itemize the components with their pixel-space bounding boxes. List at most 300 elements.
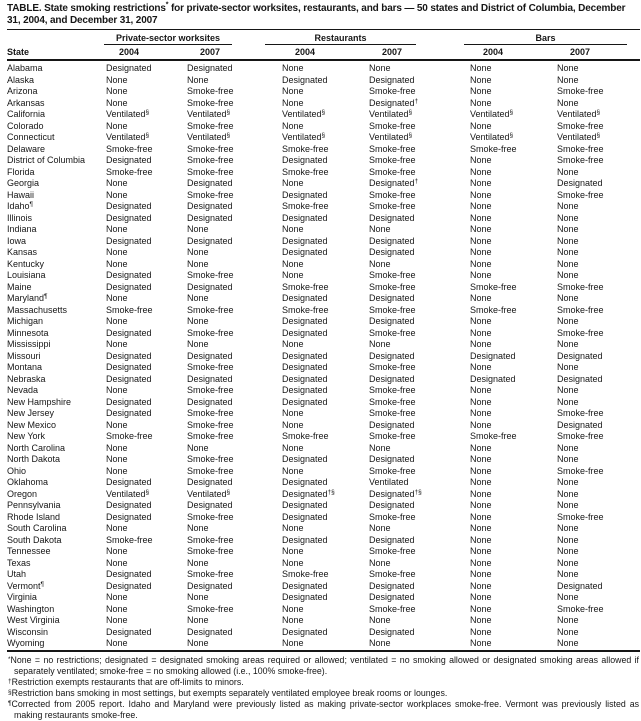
status-cell: None [470,247,557,259]
status-cell: Smoke-free [282,201,369,213]
state-cell: Louisiana [7,270,106,282]
status-cell: None [557,523,640,535]
page-title [7,3,640,26]
status-cell: None [470,98,557,110]
footnote-text: Corrected from 2005 report. Idaho and Maryland were previously listed as making private-sector workplaces smoke-free. Vermont was previously listed as making restaurants smoke-free. [12,699,640,720]
state-cell: Maryland¶ [7,293,106,305]
status-cell: Smoke-free [187,328,282,340]
status-cell: Designated† [369,178,470,190]
status-cell: None [470,397,557,409]
status-cell: Designated [369,581,470,593]
state-cell: Virginia [7,592,106,604]
state-cell: Rhode Island [7,512,106,524]
status-cell: Ventilated§ [187,109,282,121]
status-cell: Smoke-free [369,466,470,478]
status-cell: Smoke-free [187,167,282,179]
status-cell: None [106,523,187,535]
status-cell: None [282,178,369,190]
status-cell: None [470,569,557,581]
status-cell: None [282,408,369,420]
status-cell: None [557,638,640,651]
status-cell: None [282,86,369,98]
state-cell: Arkansas [7,98,106,110]
group-label-restaurants: Restaurants [265,33,416,45]
status-cell: Designated [282,592,369,604]
state-cell: Montana [7,362,106,374]
table-row [7,604,640,616]
status-cell: None [557,489,640,501]
status-cell: None [282,420,369,432]
status-cell: Smoke-free [187,454,282,466]
status-cell: Smoke-free [369,305,470,317]
state-cell: New Mexico [7,420,106,432]
state-cell: North Dakota [7,454,106,466]
status-cell: None [557,592,640,604]
status-cell: None [557,615,640,627]
status-cell: None [557,213,640,225]
restaurants-2007-header: 2007 [369,45,470,60]
table-row [7,247,640,259]
status-cell: None [470,316,557,328]
state-cell: Iowa [7,236,106,248]
status-cell: None [282,224,369,236]
group-header-restaurants [282,30,470,46]
state-cell: Maine [7,282,106,294]
status-cell: None [106,247,187,259]
state-cell: South Carolina [7,523,106,535]
table-row [7,638,640,651]
status-cell: Designated [369,247,470,259]
status-cell: None [369,339,470,351]
status-cell: Smoke-free [282,305,369,317]
status-cell: Smoke-free [369,167,470,179]
status-cell: Designated [282,500,369,512]
status-cell: Smoke-free [187,408,282,420]
status-cell: Designated [369,75,470,87]
smoking-restrictions-table [7,29,640,652]
status-cell: Smoke-free [187,385,282,397]
state-cell: Vermont¶ [7,581,106,593]
status-cell: Smoke-free [557,121,640,133]
group-label-bars: Bars [464,33,627,45]
status-cell: Designated [106,270,187,282]
status-cell: Smoke-free [557,408,640,420]
status-cell: None [282,558,369,570]
status-cell: Designated [106,500,187,512]
status-cell: Smoke-free [187,535,282,547]
status-cell: None [557,201,640,213]
state-cell: Alabama [7,60,106,75]
status-cell: None [470,615,557,627]
status-cell: Smoke-free [557,512,640,524]
status-cell: None [470,86,557,98]
status-cell: Designated [187,236,282,248]
state-cell: Oklahoma [7,477,106,489]
status-cell: Designated [187,178,282,190]
status-cell: Smoke-free [187,86,282,98]
table-row [7,466,640,478]
status-cell: Smoke-free [187,155,282,167]
status-cell: None [557,293,640,305]
status-cell: None [106,293,187,305]
state-cell: Connecticut [7,132,106,144]
status-cell: Designated [106,477,187,489]
status-cell: None [106,592,187,604]
status-cell: None [369,224,470,236]
footnote-text: Restriction bans smoking in most settings, but exempts separately ventilated employee break rooms or lounges. [12,688,448,698]
status-cell: None [470,535,557,547]
state-cell: Texas [7,558,106,570]
bars-2007-header: 2007 [557,45,640,60]
status-cell: None [557,362,640,374]
status-cell: None [106,259,187,271]
footnote-marker: † [8,678,12,685]
status-cell: Designated [187,282,282,294]
status-cell: None [470,259,557,271]
table-row [7,443,640,455]
status-cell: Designated [282,374,369,386]
status-cell: None [106,224,187,236]
status-cell: None [187,293,282,305]
table-row [7,477,640,489]
status-cell: None [557,75,640,87]
status-cell: Ventilated§ [470,109,557,121]
status-cell: Designated [106,374,187,386]
state-cell: District of Columbia [7,155,106,167]
status-cell: None [106,615,187,627]
status-cell: None [470,155,557,167]
status-cell: Designated [106,60,187,75]
status-cell: None [470,604,557,616]
status-cell: None [187,224,282,236]
status-cell: None [282,546,369,558]
status-cell: None [470,558,557,570]
status-cell: None [187,615,282,627]
table-row [7,109,640,121]
status-cell: Designated [106,236,187,248]
status-cell: Designated [187,477,282,489]
status-cell: None [470,339,557,351]
table-row [7,362,640,374]
status-cell: None [106,443,187,455]
status-cell: Ventilated§ [106,109,187,121]
state-cell: North Carolina [7,443,106,455]
status-cell: Designated [106,581,187,593]
state-cell: Wyoming [7,638,106,651]
status-cell: Smoke-free [369,385,470,397]
status-cell: Smoke-free [557,328,640,340]
status-cell: None [557,167,640,179]
status-cell: Designated [106,569,187,581]
state-cell: West Virginia [7,615,106,627]
status-cell: Designated [106,328,187,340]
table-row [7,592,640,604]
status-cell: None [470,201,557,213]
footnote-text: None = no restrictions; designated = designated smoking areas required or allowed; ventilated = no smoking allowed or designated smoking areas allowed if separately ventilated; smoke-free = no smoking allowed (i.e., 100% smoke-free). [11,655,639,676]
footnotes [7,652,640,721]
status-cell: None [470,489,557,501]
status-cell: Designated [106,408,187,420]
status-cell: None [106,75,187,87]
status-cell: None [106,420,187,432]
status-cell: Designated [187,627,282,639]
status-cell: Designated† [369,98,470,110]
status-cell: Designated [282,397,369,409]
status-cell: None [106,466,187,478]
status-cell: Designated [282,247,369,259]
status-cell: None [470,420,557,432]
status-cell: None [557,535,640,547]
status-cell: Smoke-free [470,431,557,443]
status-cell: Designated [187,397,282,409]
state-cell: Missouri [7,351,106,363]
status-cell: None [557,385,640,397]
status-cell: None [470,592,557,604]
status-cell: Smoke-free [369,408,470,420]
status-cell: None [470,121,557,133]
footnote [8,699,639,721]
table-row [7,512,640,524]
status-cell: Designated [187,60,282,75]
status-cell: Ventilated§ [282,109,369,121]
status-cell: Ventilated§ [106,489,187,501]
status-cell: Smoke-free [187,98,282,110]
table-row [7,489,640,501]
table-row [7,167,640,179]
title-text-continued: for private-sector worksites, restaurants, and bars — 50 states and District of Columbia, December 31, 2004, and December 31, 2007 [7,3,625,26]
status-cell: Designated [369,236,470,248]
status-cell: None [470,362,557,374]
status-cell: Designated [282,512,369,524]
state-cell: Nevada [7,385,106,397]
status-cell: Smoke-free [106,144,187,156]
status-cell: None [187,259,282,271]
table-row [7,75,640,87]
status-cell: None [470,523,557,535]
state-cell: Colorado [7,121,106,133]
table-row [7,213,640,225]
status-cell: None [470,466,557,478]
state-column-header: State [7,45,106,60]
status-cell: None [557,98,640,110]
state-cell: Kentucky [7,259,106,271]
status-cell: None [369,443,470,455]
status-cell: Smoke-free [557,155,640,167]
worksites-2007-header: 2007 [187,45,282,60]
status-cell: Smoke-free [369,121,470,133]
status-cell: None [369,615,470,627]
status-cell: Smoke-free [557,305,640,317]
status-cell: None [470,190,557,202]
status-cell: Designated [106,155,187,167]
table-row [7,305,640,317]
status-cell: None [470,638,557,651]
status-cell: None [187,523,282,535]
status-cell: None [470,385,557,397]
status-cell: Designated [282,190,369,202]
status-cell: Smoke-free [557,190,640,202]
status-cell: None [470,328,557,340]
status-cell: None [106,98,187,110]
status-cell: Designated†§ [369,489,470,501]
table-row [7,155,640,167]
status-cell: Smoke-free [369,155,470,167]
status-cell: Designated†§ [282,489,369,501]
status-cell: None [187,247,282,259]
table-header [7,30,640,61]
status-cell: None [106,121,187,133]
status-cell: None [106,385,187,397]
status-cell: Designated [369,316,470,328]
status-cell: Smoke-free [187,546,282,558]
status-cell: None [470,454,557,466]
state-cell: Massachusetts [7,305,106,317]
status-cell: Ventilated§ [369,109,470,121]
status-cell: Smoke-free [369,397,470,409]
status-cell: Smoke-free [187,144,282,156]
status-cell: None [282,443,369,455]
state-cell: Kansas [7,247,106,259]
status-cell: Smoke-free [187,270,282,282]
status-cell: None [106,316,187,328]
table-row [7,374,640,386]
status-cell: None [470,213,557,225]
table-row [7,581,640,593]
status-cell: None [470,167,557,179]
status-cell: Designated [557,374,640,386]
status-cell: Smoke-free [187,420,282,432]
status-cell: Smoke-free [470,282,557,294]
table-row [7,431,640,443]
status-cell: Designated [369,213,470,225]
status-cell: Smoke-free [106,431,187,443]
state-cell: Alaska [7,75,106,87]
footnote-marker: § [8,689,12,696]
state-cell: Delaware [7,144,106,156]
status-cell: Designated [369,293,470,305]
status-cell: None [282,466,369,478]
table-row [7,523,640,535]
status-cell: Designated [106,351,187,363]
status-cell: Designated [369,374,470,386]
status-cell: None [470,75,557,87]
table-row [7,500,640,512]
state-group-spacer [7,30,106,46]
status-cell: None [106,339,187,351]
status-cell: None [557,558,640,570]
status-cell: None [557,546,640,558]
status-cell: None [557,627,640,639]
status-cell: Designated [557,420,640,432]
status-cell: None [282,270,369,282]
table-row [7,132,640,144]
status-cell: Smoke-free [282,144,369,156]
state-cell: Florida [7,167,106,179]
status-cell: Smoke-free [369,282,470,294]
status-cell: Designated [282,75,369,87]
state-cell: Ohio [7,466,106,478]
state-cell: Hawaii [7,190,106,202]
state-cell: Illinois [7,213,106,225]
status-cell: None [369,638,470,651]
status-cell: Smoke-free [369,270,470,282]
status-cell: None [369,523,470,535]
status-cell: Designated [369,535,470,547]
status-cell: None [470,270,557,282]
status-cell: Designated [187,581,282,593]
status-cell: None [470,581,557,593]
footnote [8,655,639,677]
status-cell: None [557,339,640,351]
status-cell: None [470,477,557,489]
state-cell: Wisconsin [7,627,106,639]
status-cell: None [470,546,557,558]
worksites-2004-header: 2004 [106,45,187,60]
status-cell: None [557,477,640,489]
status-cell: Smoke-free [557,466,640,478]
status-cell: None [470,236,557,248]
status-cell: None [106,604,187,616]
year-header-row [7,45,640,60]
status-cell: Ventilated§ [187,132,282,144]
status-cell: None [470,627,557,639]
status-cell: None [187,638,282,651]
status-cell: None [106,86,187,98]
status-cell: Designated [557,581,640,593]
status-cell: None [282,121,369,133]
status-cell: None [557,569,640,581]
status-cell: None [282,60,369,75]
state-cell: Utah [7,569,106,581]
status-cell: Designated [106,362,187,374]
table-row [7,282,640,294]
status-cell: Smoke-free [369,201,470,213]
table-row [7,351,640,363]
status-cell: Designated [282,535,369,547]
status-cell: None [557,60,640,75]
status-cell: Designated [282,293,369,305]
restaurants-2004-header: 2004 [282,45,369,60]
footnote-text: Restriction exempts restaurants that are off-limits to minors. [12,677,244,687]
status-cell: Smoke-free [187,569,282,581]
status-cell: Designated [282,351,369,363]
status-cell: Ventilated [369,477,470,489]
status-cell: None [470,178,557,190]
status-cell: Smoke-free [187,121,282,133]
status-cell: None [106,178,187,190]
table-row [7,420,640,432]
table-row [7,546,640,558]
status-cell: None [187,316,282,328]
table-row [7,316,640,328]
status-cell: Smoke-free [557,604,640,616]
status-cell: Smoke-free [369,546,470,558]
status-cell: Designated [282,362,369,374]
status-cell: None [282,98,369,110]
status-cell: Smoke-free [369,569,470,581]
status-cell: None [187,75,282,87]
table-row [7,293,640,305]
status-cell: Smoke-free [557,86,640,98]
footnote [8,677,639,688]
status-cell: Smoke-free [187,190,282,202]
status-cell: None [369,259,470,271]
status-cell: Smoke-free [369,328,470,340]
status-cell: Ventilated§ [282,132,369,144]
status-cell: None [470,500,557,512]
status-cell: Smoke-free [282,167,369,179]
group-label-worksites: Private-sector worksites [104,33,232,45]
